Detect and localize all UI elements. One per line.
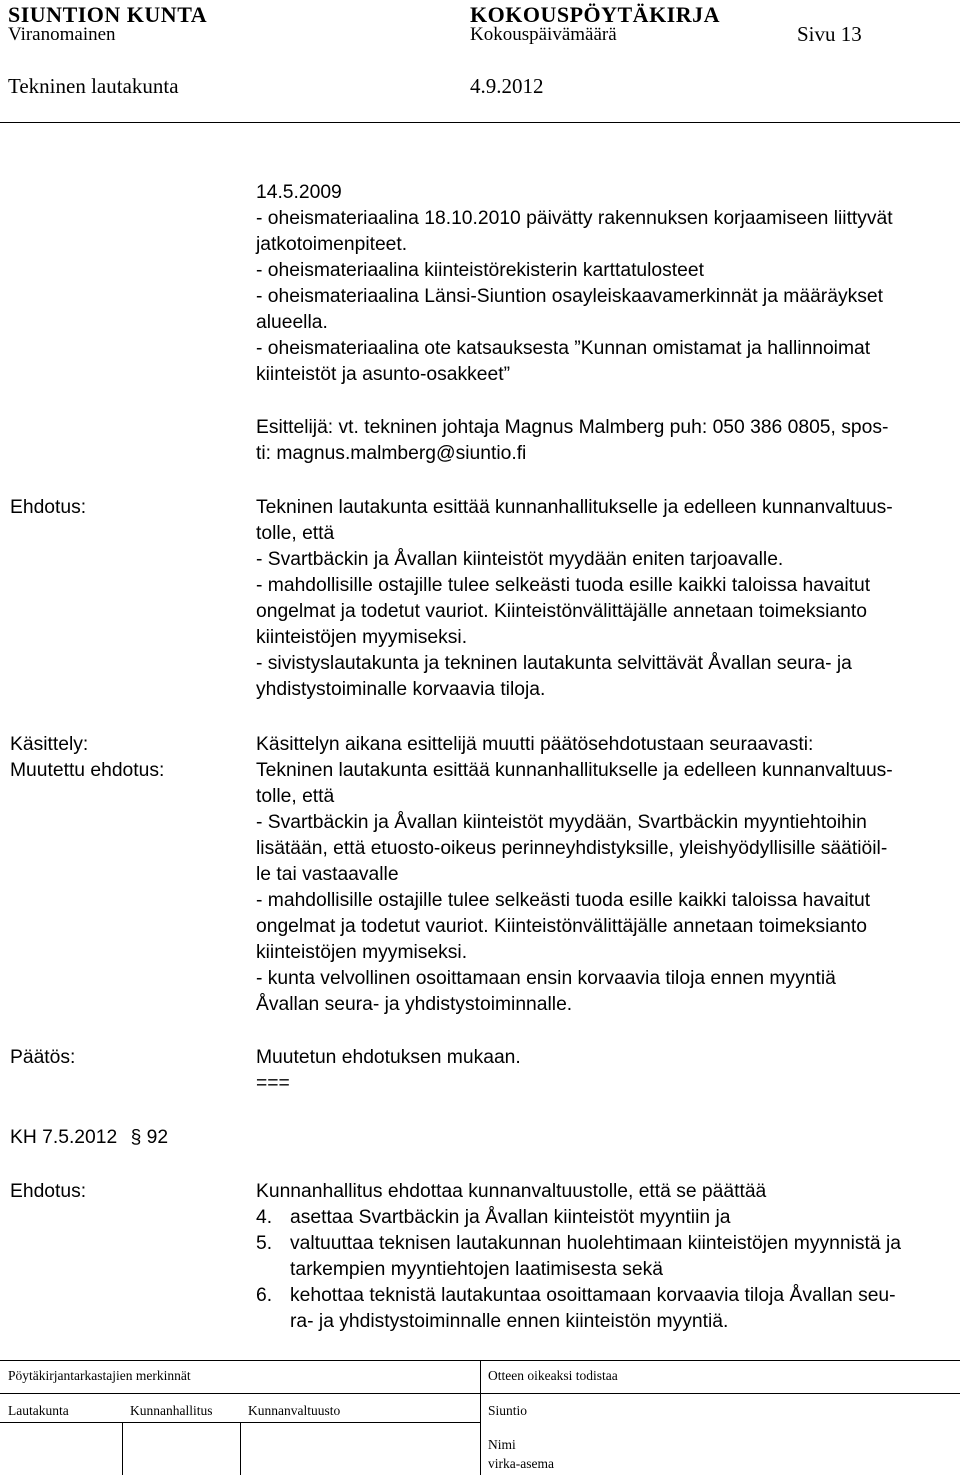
kasittely-label: Käsittely:	[10, 734, 89, 755]
footer-title-label: virka-asema	[488, 1456, 554, 1471]
paatos-label: Päätös:	[10, 1047, 76, 1068]
footer-sign-divider	[122, 1422, 123, 1475]
text-line: Tekninen lautakunta esittää kunnanhallitukselle ja edelleen kunnanvaltuus-	[256, 760, 893, 781]
text-line: 14.5.2009	[256, 182, 342, 203]
kh-ehdotus-label: Ehdotus:	[10, 1181, 87, 1202]
meeting-date: 4.9.2012	[470, 74, 544, 98]
certified-label: Otteen oikeaksi todistaa	[488, 1368, 618, 1383]
list-item	[256, 1205, 956, 1231]
text-line: alueella.	[256, 312, 328, 333]
text-line: ===	[256, 1073, 290, 1094]
paatos-text	[256, 1045, 521, 1097]
authority-name: Tekninen lautakunta	[8, 74, 179, 98]
text-line: ti: magnus.malmberg@siuntio.fi	[256, 443, 527, 464]
text-line: ongelmat ja todetut vauriot. Kiinteistönvälittäjälle annetaan toimeksianto	[256, 601, 867, 622]
list-text: asettaa Svartbäckin ja Åvallan kiinteistöt myyntiin ja	[290, 1207, 731, 1228]
text-line: ongelmat ja todetut vauriot. Kiinteistönvälittäjälle annetaan toimeksianto	[256, 916, 867, 937]
ehdotus-text	[256, 495, 893, 703]
presenter-block	[256, 415, 888, 467]
footer-name-label: Nimi	[488, 1437, 516, 1452]
list-item	[256, 1283, 956, 1335]
list-number: 5.	[256, 1233, 273, 1254]
text-line: - Svartbäckin ja Åvallan kiinteistöt myydään eniten tarjoavalle.	[256, 549, 784, 570]
muutettu-ehdotus-label: Muutettu ehdotus:	[10, 760, 165, 781]
footer-divider	[480, 1360, 481, 1475]
kh-date: KH 7.5.2012	[10, 1127, 118, 1148]
footer-col-lautakunta: Lautakunta	[8, 1403, 69, 1418]
text-line: - mahdollisille ostajille tulee selkeästi tuoda esille kaikki taloissa havaitut	[256, 890, 871, 911]
text-line: - oheismateriaalina Länsi-Siuntion osayleiskaavamerkinnät ja määräykset	[256, 286, 883, 307]
kh-lead: Kunnanhallitus ehdottaa kunnanvaltuustolle, että se päättää	[256, 1181, 767, 1202]
list-text: tarkempien myyntiehtojen laatimisesta sekä	[290, 1259, 663, 1280]
text-line: - oheismateriaalina 18.10.2010 päivätty rakennuksen korjaamiseen liittyvät	[256, 208, 893, 229]
page-number: Sivu 13	[797, 22, 862, 46]
list-text: kehottaa teknistä lautakuntaa osoittamaan korvaavia tiloja Åvallan seu-	[290, 1285, 896, 1306]
text-line: - oheismateriaalina kiinteistörekisterin karttatulosteet	[256, 260, 704, 281]
text-line: Tekninen lautakunta esittää kunnanhallitukselle ja edelleen kunnanvaltuus-	[256, 497, 893, 518]
kasittely-labels	[10, 732, 164, 784]
list-number: 4.	[256, 1207, 273, 1228]
footer-mid-line	[0, 1393, 960, 1394]
text-line: tolle, että	[256, 786, 335, 807]
list-number: 6.	[256, 1285, 273, 1306]
text-line: Esittelijä: vt. tekninen johtaja Magnus Malmberg puh: 050 386 0805, spos-	[256, 417, 889, 438]
text-line: kiinteistöjen myymiseksi.	[256, 627, 468, 648]
text-line: - Svartbäckin ja Åvallan kiinteistöt myydään, Svartbäckin myyntiehtoihin	[256, 812, 867, 833]
ehdotus-label: Ehdotus:	[10, 497, 87, 518]
text-line: jatkotoimenpiteet.	[256, 234, 408, 255]
document-type: KOKOUSPÖYTÄKIRJA	[470, 2, 721, 27]
text-line: Muutetun ehdotuksen mukaan.	[256, 1047, 521, 1068]
list-text: ra- ja yhdistystoiminnalle ennen kiinteistön myyntiä.	[290, 1311, 729, 1332]
inspectors-label: Pöytäkirjantarkastajien merkinnät	[8, 1368, 191, 1383]
section-icon: §	[130, 1127, 142, 1148]
footer-sign-divider	[240, 1422, 241, 1475]
meeting-date-label: Kokouspäivämäärä	[470, 24, 617, 45]
kasittely-text	[256, 732, 893, 1018]
list-text: valtuuttaa teknisen lautakunnan huolehtimaan kiinteistöjen myynnistä ja	[290, 1233, 901, 1254]
footer-col-kunnanvaltuusto: Kunnanvaltuusto	[248, 1403, 341, 1418]
authority-label: Viranomainen	[8, 24, 116, 45]
text-line: kiinteistöt ja asunto-osakkeet”	[256, 364, 510, 385]
kh-reference	[10, 1125, 168, 1151]
header-divider	[0, 122, 960, 123]
text-line: - mahdollisille ostajille tulee selkeästi tuoda esille kaikki taloissa havaitut	[256, 575, 871, 596]
text-line: - oheismateriaalina ote katsauksesta ”Kunnan omistamat ja hallinnoimat	[256, 338, 871, 359]
text-line: Käsittelyn aikana esittelijä muutti päätösehdotustaan seuraavasti:	[256, 734, 814, 755]
text-line: - sivistyslautakunta ja tekninen lautakunta selvittävät Åvallan seura- ja	[256, 653, 852, 674]
footer-place: Siuntio	[488, 1403, 528, 1418]
text-line: lisätään, että etuosto-oikeus perinneyhdistyksille, yleishyödyllisille säätiöil-	[256, 838, 888, 859]
municipality-name: SIUNTION KUNTA	[8, 2, 208, 27]
text-line: - kunta velvollinen osoittamaan ensin korvaavia tiloja ennen myyntiä	[256, 968, 836, 989]
footer-col-kunnanhallitus: Kunnanhallitus	[130, 1403, 213, 1418]
text-line: kiinteistöjen myymiseksi.	[256, 942, 468, 963]
intro-block	[256, 180, 893, 388]
kh-section: 92	[146, 1127, 169, 1148]
text-line: tolle, että	[256, 523, 335, 544]
text-line: Åvallan seura- ja yhdistystoiminnalle.	[256, 994, 573, 1015]
list-item	[256, 1231, 956, 1283]
text-line: yhdistystoiminalle korvaavia tiloja.	[256, 679, 546, 700]
text-line: le tai vastaavalle	[256, 864, 399, 885]
